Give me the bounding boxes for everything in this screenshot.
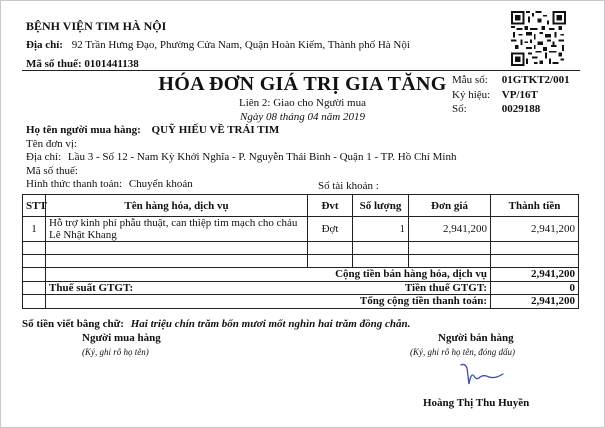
payment-row bbox=[26, 178, 456, 192]
vat-rate-label: Thuế suất GTGT: bbox=[46, 281, 308, 295]
payment-value: Chuyển khoản bbox=[128, 178, 193, 190]
col-price: Đơn giá bbox=[409, 195, 491, 217]
cell-unit: Đợt bbox=[308, 217, 353, 242]
invoice-date: Ngày 08 tháng 04 năm 2019 bbox=[240, 111, 365, 123]
seller-tax bbox=[26, 58, 139, 70]
amount-words-value: Hai triệu chín trăm bốn mươi mốt nghìn hai trăm đồng chẵn. bbox=[130, 318, 411, 330]
buyer-unit-label: Tên đơn vị: bbox=[26, 137, 78, 150]
invoice-meta bbox=[452, 73, 570, 117]
qr-code-icon bbox=[511, 11, 566, 66]
invoice-number-row bbox=[452, 102, 570, 117]
buyer-name-value: QUỸ HIẾU VỀ TRÁI TIM bbox=[151, 124, 280, 136]
seller-address bbox=[26, 39, 410, 51]
account-label: Số tài khoản : bbox=[318, 180, 379, 192]
seller-address-label: Địa chỉ: bbox=[26, 39, 63, 51]
table-row-empty bbox=[23, 242, 579, 255]
total-row bbox=[23, 295, 579, 309]
total-value: 2,941,200 bbox=[491, 295, 579, 309]
header-divider bbox=[22, 70, 580, 71]
subtotal-label: Cộng tiền bán hàng hóa, dịch vụ bbox=[46, 268, 491, 282]
invoice-copy: Liên 2: Giao cho Người mua bbox=[239, 97, 366, 109]
invoice-number-value: 0029188 bbox=[501, 103, 541, 115]
subtotal-value: 2,941,200 bbox=[491, 268, 579, 282]
col-unit: Đvt bbox=[308, 195, 353, 217]
table-row bbox=[23, 217, 579, 242]
buyer-unit-row bbox=[26, 138, 456, 152]
col-stt: STT bbox=[23, 195, 46, 217]
invoice-table bbox=[22, 194, 579, 309]
vat-row bbox=[23, 281, 579, 295]
buyer-info bbox=[26, 124, 456, 192]
cell-qty: 1 bbox=[353, 217, 409, 242]
symbol-value: VP/16T bbox=[501, 88, 538, 101]
seller-signer-name: Hoàng Thị Thu Huyền bbox=[423, 397, 530, 409]
col-amount: Thành tiền bbox=[491, 195, 579, 217]
buyer-name-label: Họ tên người mua hàng: bbox=[26, 124, 141, 136]
form-number-value: 01GTKT2/001 bbox=[501, 74, 570, 86]
table-header bbox=[23, 195, 579, 217]
table-row-empty bbox=[23, 255, 579, 268]
form-number-row bbox=[452, 73, 570, 88]
account-number bbox=[318, 180, 379, 192]
col-name: Tên hàng hóa, dịch vụ bbox=[46, 195, 308, 217]
buyer-address-label: Địa chỉ: bbox=[26, 151, 62, 163]
seller-signature-note: (Ký, ghi rõ họ tên, đóng dấu) bbox=[410, 347, 515, 357]
total-label: Tổng cộng tiền thanh toán: bbox=[46, 295, 491, 309]
seller-tax-value: 0101441138 bbox=[84, 58, 139, 70]
vat-label: Tiền thuế GTGT: bbox=[308, 281, 491, 295]
symbol-label: Ký hiệu: bbox=[452, 88, 491, 101]
cell-amount: 2,941,200 bbox=[491, 217, 579, 242]
cell-stt: 1 bbox=[23, 217, 46, 242]
vat-value: 0 bbox=[491, 281, 579, 295]
invoice-title: HÓA ĐƠN GIÁ TRỊ GIA TĂNG bbox=[158, 73, 447, 95]
signature-icon bbox=[455, 362, 510, 388]
buyer-tax-row bbox=[26, 165, 456, 179]
col-qty: Số lượng bbox=[353, 195, 409, 217]
amount-in-words bbox=[22, 318, 410, 330]
form-number-label: Mẫu số: bbox=[452, 74, 488, 86]
buyer-name-row bbox=[26, 124, 456, 138]
invoice-number-label: Số: bbox=[452, 103, 467, 115]
buyer-address-row bbox=[26, 151, 456, 165]
buyer-address-value: Lầu 3 - Số 12 - Nam Kỳ Khởi Nghĩa - P. Nguyễn Thái Bình - Quận 1 - TP. Hồ Chí Minh bbox=[67, 151, 457, 163]
amount-words-label: Số tiền viết bằng chữ: bbox=[22, 318, 124, 330]
seller-tax-label: Mã số thuế: bbox=[26, 58, 82, 70]
seller-address-value: 92 Trần Hưng Đạo, Phường Cửa Nam, Quận Hoàn Kiếm, Thành phố Hà Nội bbox=[71, 39, 410, 51]
cell-name: Hỗ trợ kinh phí phẫu thuật, can thiệp tim mạch cho cháu Lê Nhật Khang bbox=[46, 217, 308, 242]
subtotal-row bbox=[23, 268, 579, 282]
symbol-row bbox=[452, 88, 570, 103]
seller-signature-title: Người bán hàng bbox=[438, 332, 514, 344]
payment-label: Hình thức thanh toán: bbox=[26, 178, 123, 190]
cell-price: 2,941,200 bbox=[409, 217, 491, 242]
buyer-signature-note: (Ký, ghi rõ họ tên) bbox=[82, 347, 149, 357]
seller-name: BỆNH VIỆN TIM HÀ NỘI bbox=[26, 19, 167, 33]
buyer-signature-title: Người mua hàng bbox=[82, 332, 161, 344]
buyer-tax-label: Mã số thuế: bbox=[26, 164, 78, 177]
